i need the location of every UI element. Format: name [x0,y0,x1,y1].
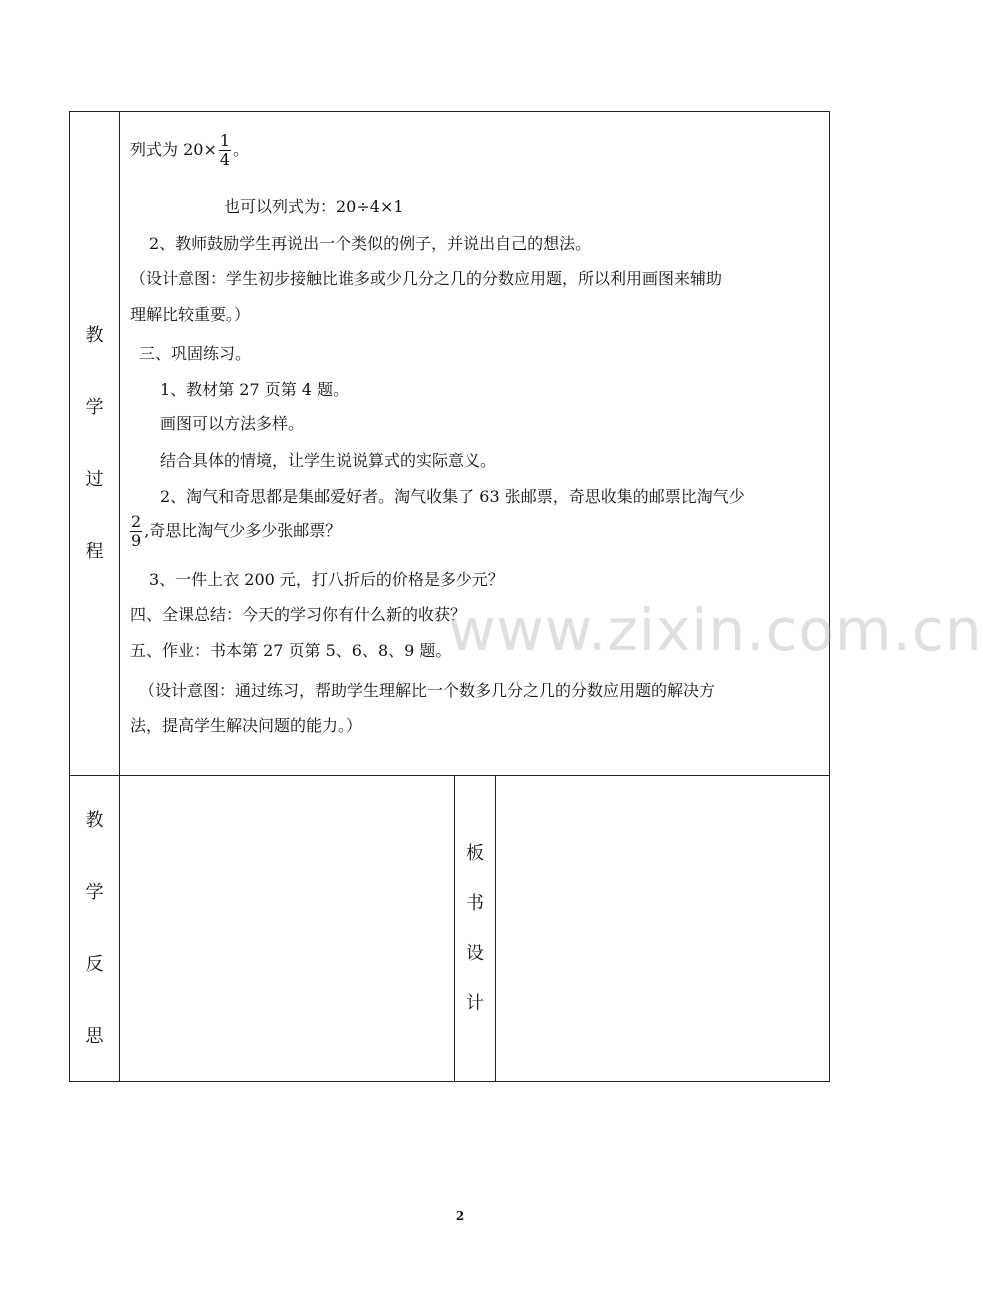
alt-formula-line: 也可以列式为：20÷4×1 [224,197,404,216]
formula-line: 列式为 20× $\frac{1}{4}$ 。 [130,131,250,169]
text-line: 1、教材第 27 页第 4 题。 [160,380,350,399]
fraction-two-ninths: $\frac{2}{9}$ [131,512,142,550]
reflection-board-row [70,776,830,1082]
teaching-reflection-cell [120,776,455,1082]
section-heading: 三、巩固练习。 [139,344,252,363]
text-line: 画图可以方法多样。 [160,414,305,433]
teaching-process-row [70,112,830,776]
text-line: 结合具体的情境，让学生说说算式的实际意义。 [160,451,497,470]
section-heading: 四、全课总结：今天的学习你有什么新的收获？ [130,605,467,624]
watermark: www.zixin.com.cn [448,596,983,664]
text-line: 法，提高学生解决问题的能力。） [130,716,363,735]
text-line: （设计意图：学生初步接触比谁多或少几分之几的分数应用题，所以利用画图来辅助 [130,269,723,288]
text-line: 3、一件上衣 200 元，打八折后的价格是多少元？ [149,570,504,589]
board-design-label: 板 书 设 计 [455,776,496,1082]
teaching-process-content [120,112,830,776]
board-design-cell [496,776,830,1082]
fraction-question-line: $\frac{2}{9}$ ,奇思比淘气少多少张邮票？ [131,512,342,550]
text-line: 2、教师鼓励学生再说出一个类似的例子，并说出自己的想法。 [149,234,592,253]
section-heading: 五、作业：书本第 27 页第 5、6、8、9 题。 [130,641,452,660]
teaching-process-label: 教 学 过 程 [70,112,120,776]
fraction-one-quarter: $\frac{1}{4}$ [219,131,231,169]
page-number: 2 [455,1209,465,1223]
text-line: 理解比较重要。） [130,305,251,324]
text-line: 2、淘气和奇思都是集邮爱好者。淘气收集了 63 张邮票，奇思收集的邮票比淘气少 [160,487,745,506]
text-line: （设计意图：通过练习，帮助学生理解比一个数多几分之几的分数应用题的解决方 [139,681,716,700]
teaching-reflection-label: 教 学 反 思 [70,776,120,1082]
